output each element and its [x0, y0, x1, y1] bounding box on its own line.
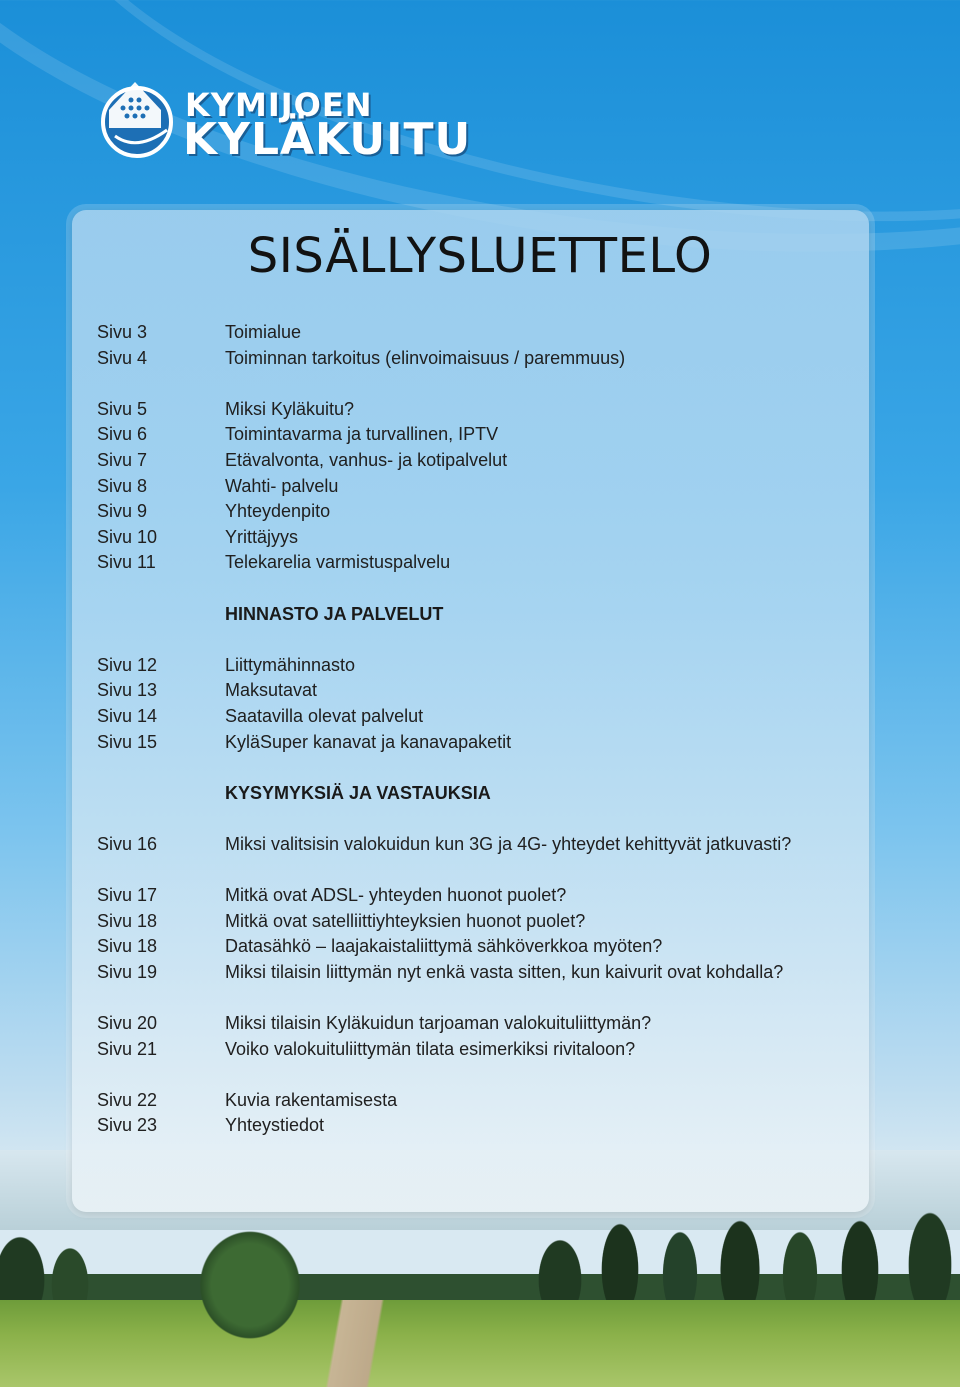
toc-page-number: Sivu 21 [97, 1038, 158, 1059]
toc-page-number: Sivu 6 [97, 424, 148, 445]
toc-entry [97, 525, 857, 551]
toc-entry-title: Yhteystiedot [225, 1115, 325, 1136]
toc-entry-title: Telekarelia varmistuspalvelu [225, 552, 451, 573]
toc-entry-title: Miksi tilaisin Kyläkuidun tarjoaman valokuituliittymän? [225, 1013, 652, 1034]
toc-entry-title: Miksi Kyläkuitu? [225, 398, 355, 419]
toc-entry-title: Etävalvonta, vanhus- ja kotipalvelut [225, 449, 508, 470]
toc-page-number: Sivu 18 [97, 910, 158, 931]
toc-entry [97, 832, 857, 883]
toc-entry [97, 730, 857, 756]
logo [95, 70, 515, 170]
toc-entry [97, 704, 857, 730]
globe-house-icon [95, 70, 175, 160]
toc-page-number: Sivu 12 [97, 654, 158, 675]
toc-entry [97, 397, 857, 423]
toc-page-number: Sivu 18 [97, 936, 158, 957]
field [0, 1300, 960, 1387]
toc-entry-title: Voiko valokuituliittymän tilata esimerkiksi rivitaloon? [225, 1038, 636, 1059]
toc-entry-title: Yrittäjyys [225, 526, 299, 547]
toc-entry [97, 1088, 857, 1114]
toc-entry-title: Yhteydenpito [225, 501, 331, 522]
toc-page-number: Sivu 4 [97, 347, 148, 368]
toc-entry [97, 499, 857, 525]
toc-entry [97, 883, 857, 909]
section-spacer [97, 371, 857, 397]
page-title: SISÄLLYSLUETTELO [247, 228, 713, 284]
toc-entry [97, 960, 857, 1011]
toc-page-number: Sivu 7 [97, 449, 148, 470]
toc-page-number: Sivu 11 [97, 552, 156, 573]
toc-entry-title: Miksi tilaisin liittymän nyt enkä vasta sitten, kun kaivurit ovat kohdalla? [225, 961, 784, 982]
toc-entry-title: Saatavilla olevat palvelut [225, 705, 424, 726]
toc-entry [97, 1037, 857, 1063]
toc-entry-title: Toiminnan tarkoitus (elinvoimaisuus / paremmuus) [225, 347, 626, 368]
toc-page-number: Sivu 22 [97, 1089, 158, 1110]
section-spacer [97, 806, 857, 832]
toc-page-number: Sivu 9 [97, 501, 148, 522]
section-heading [97, 602, 857, 628]
toc-entry-title: KyläSuper kanavat ja kanavapaketit [225, 731, 512, 752]
toc-entry [97, 1113, 857, 1139]
toc-page-number: Sivu 13 [97, 680, 158, 701]
section-heading [97, 781, 857, 807]
toc-entry-title: Liittymähinnasto [225, 654, 356, 675]
toc-entry-title: Mitkä ovat satelliittiyhteyksien huonot puolet? [225, 910, 586, 931]
toc-entry [97, 678, 857, 704]
toc-page-number: Sivu 23 [97, 1115, 158, 1136]
section-spacer [97, 627, 857, 653]
toc-entry [97, 653, 857, 679]
toc-page-number: Sivu 16 [97, 833, 158, 854]
table-of-contents [97, 320, 857, 1139]
toc-entry [97, 1011, 857, 1037]
toc-page-number: Sivu 17 [97, 885, 158, 906]
toc-entry [97, 934, 857, 960]
toc-entry-title: Toimintavarma ja turvallinen, IPTV [225, 424, 499, 445]
toc-entry [97, 550, 857, 576]
toc-entry-title: Maksutavat [225, 680, 318, 701]
toc-entry-title: Kuvia rakentamisesta [225, 1089, 398, 1110]
toc-page-number: Sivu 14 [97, 705, 158, 726]
toc-entry-title: Toimialue [225, 322, 302, 342]
logo-line2: KYLÄKUITU [183, 114, 472, 165]
toc-entry [97, 320, 857, 346]
toc-entry [97, 422, 857, 448]
toc-page-number: Sivu 8 [97, 475, 148, 496]
toc-page-number: Sivu 20 [97, 1013, 158, 1034]
section-heading-text: HINNASTO JA PALVELUT [225, 603, 444, 624]
toc-entry [97, 909, 857, 935]
toc-entry [97, 346, 857, 372]
tree [180, 1210, 320, 1360]
toc-page-number: Sivu 19 [97, 961, 158, 982]
toc-entry-title: Miksi valitsisin valokuidun kun 3G ja 4G- yhteydet kehittyvät jatkuvasti? [225, 833, 792, 854]
toc-page-number: Sivu 10 [97, 526, 158, 547]
toc-page-number: Sivu 5 [97, 398, 148, 419]
toc-entry-title: Datasähkö – laajakaistaliittymä sähköverkkoa myöten? [225, 936, 663, 957]
logo-line1: KYMIJOEN [185, 86, 373, 124]
section-spacer [97, 755, 857, 781]
toc-page-number: Sivu 3 [97, 322, 148, 342]
section-heading-text: KYSYMYKSIÄ JA VASTAUKSIA [225, 782, 491, 803]
toc-page-number: Sivu 15 [97, 731, 158, 752]
toc-entry-title: Mitkä ovat ADSL- yhteyden huonot puolet? [225, 885, 567, 906]
section-spacer [97, 576, 857, 602]
section-spacer [97, 1062, 857, 1088]
toc-entry-title: Wahti- palvelu [225, 475, 339, 496]
toc-entry [97, 474, 857, 500]
toc-entry [97, 448, 857, 474]
